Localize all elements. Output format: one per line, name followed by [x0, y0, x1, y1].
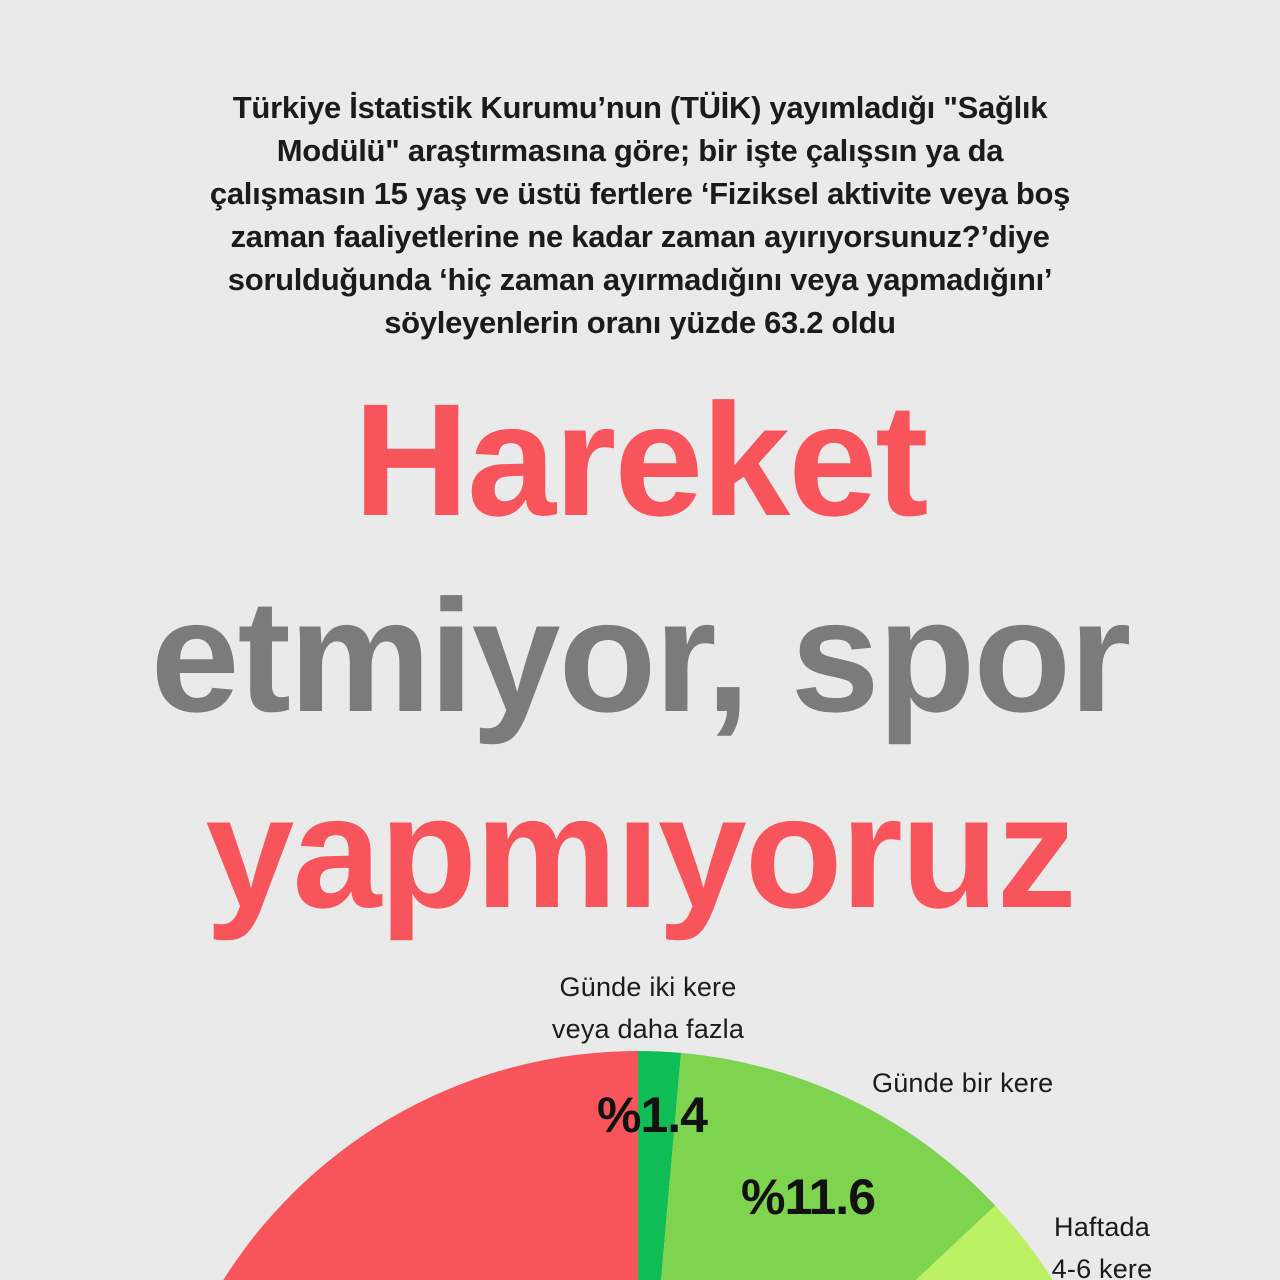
pie-value-gunde-bir-kere: %11.6: [740, 1169, 875, 1225]
pie-label-haftada-4-6-kere-line-2: 4-6 kere: [1051, 1254, 1153, 1280]
intro-line-5: sorulduğunda ‘hiç zaman ayırmadığını veya yapmadığını’: [227, 262, 1053, 297]
pie-label-gunde-bir-kere: Günde bir kere: [872, 1068, 1054, 1098]
headline-line-2: etmiyor, spor: [150, 566, 1130, 745]
pie-label-haftada-4-6-kere: [1002, 1206, 1202, 1280]
intro-line-3: çalışmasın 15 yaş ve üstü fertlere ‘Fiziksel aktivite veya boş: [209, 176, 1071, 211]
intro-line-4: zaman faaliyetlerine ne kadar zaman ayırıyorsunuz?’diye: [230, 219, 1050, 254]
pie-label-gunde-iki-kere-line-2: veya daha fazla: [551, 1014, 745, 1044]
intro-line-1: Türkiye İstatistik Kurumu’nun (TÜİK) yayımladığı "Sağlık: [232, 90, 1048, 125]
pie-value-gunde-iki-kere: %1.4: [597, 1087, 707, 1143]
pie-label-gunde-iki-kere-line-1: Günde iki kere: [559, 972, 737, 1002]
intro-line-2: Modülü" araştırmasına göre; bir işte çalışsın ya da: [276, 133, 1004, 168]
pie-label-gunde-iki-kere: [448, 966, 848, 1050]
intro-line-6: söyleyenlerin oranı yüzde 63.2 oldu: [384, 305, 896, 340]
pie-label-haftada-4-6-kere-line-1: Haftada: [1054, 1212, 1150, 1242]
headline-line-1: Hareket: [353, 370, 927, 549]
headline-line-3: yapmıyoruz: [205, 762, 1075, 941]
